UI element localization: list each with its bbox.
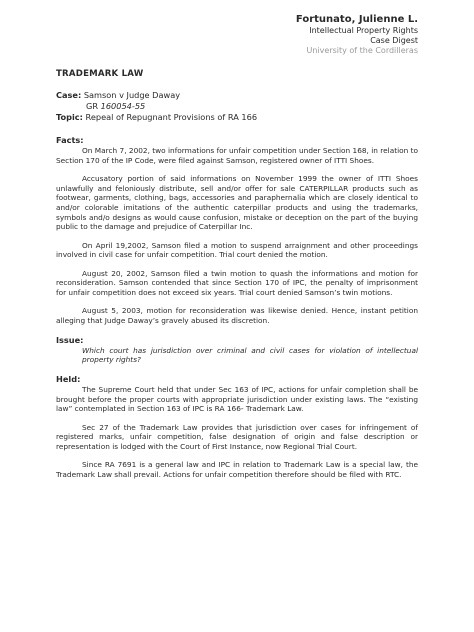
issue-text: Which court has jurisdiction over criminal and civil cases for violation of intellectual property rights? <box>82 345 418 365</box>
case-name: Samson v Judge Daway <box>83 90 181 100</box>
document-header <box>56 14 418 56</box>
facts-paragraph: On March 7, 2002, two informations for unfair competition under Section 168, in relation to Section 170 of the IP Code, were filed against Samson, registered owner of ITTI Shoes. <box>56 146 418 165</box>
held-paragraph: Since RA 7691 is a general law and IPC in relation to Trademark Law is a special law, the Trademark Law shall prevail. Actions for unfair competition therefore should be filed with RTC. <box>56 460 418 479</box>
university-name: University of the Cordilleras <box>306 46 418 55</box>
course-name: Intellectual Property Rights <box>309 26 418 35</box>
issue-heading: Issue: <box>56 334 84 345</box>
gr-number: 160054-55 <box>100 101 146 111</box>
document-type: Case Digest <box>370 36 418 45</box>
topic-line <box>56 112 418 123</box>
topic-text: Repeal of Repugnant Provisions of RA 166 <box>85 112 258 122</box>
facts-body <box>56 146 418 326</box>
document-title: TRADEMARK LAW <box>56 69 144 79</box>
facts-paragraph: Accusatory portion of said informations on November 1999 the owner of ITTI Shoes unlawfully and feloniously distribute, sell and/or offer for sale CATERPILLAR products such as footwear, garments, clothing, bags, accessories and paraphernalia which are closely identical to and/or colorable imitations of the authentic caterpillar products and using the trademarks, symbols and/o designs as would cause confusion, mistake or deception on the part of the buying public to the damage and prejudice of Caterpillar Inc. <box>56 173 418 232</box>
issue-body <box>56 346 418 365</box>
facts-paragraph: August 20, 2002, Samson filed a twin motion to quash the informations and motion for reconsideration. Samson contended that since Section 170 of IPC, the penalty of imprisonment for unfair competition does not exceed six years. Trial court denied Samson’s twin motions. <box>56 268 418 297</box>
gr-prefix: GR <box>86 101 101 111</box>
held-heading: Held: <box>56 373 81 384</box>
held-paragraph: Sec 27 of the Trademark Law provides that jurisdiction over cases for infringement of registered marks, unfair competition, false designation of origin and false description or representation is lodged with the Court of First Instance, now Regional Trial Court. <box>56 422 418 451</box>
case-label: Case: <box>56 90 82 100</box>
case-info <box>56 90 418 123</box>
facts-heading: Facts: <box>56 135 84 145</box>
held-paragraph: The Supreme Court held that under Sec 163 of IPC, actions for unfair completion shall be brought before the proper courts with appropriate jurisdiction under existing laws. The “existing law” contemplated in Section 163 of IPC is RA 166- Trademark Law. <box>56 384 418 414</box>
gr-line <box>56 101 418 112</box>
author-name: Fortunato, Julienne L. <box>295 14 418 25</box>
facts-paragraph: On April 19,2002, Samson filed a motion to suspend arraignment and other proceedings involved in civil case for unfair competition. Trial court denied the motion. <box>56 240 418 260</box>
topic-label: Topic: <box>56 112 83 122</box>
held-body <box>56 385 418 480</box>
facts-paragraph: August 5, 2003, motion for reconsideration was likewise denied. Hence, instant petition alleging that Judge Daway’s gravely abused its discretion. <box>56 306 418 325</box>
case-line <box>56 90 418 101</box>
